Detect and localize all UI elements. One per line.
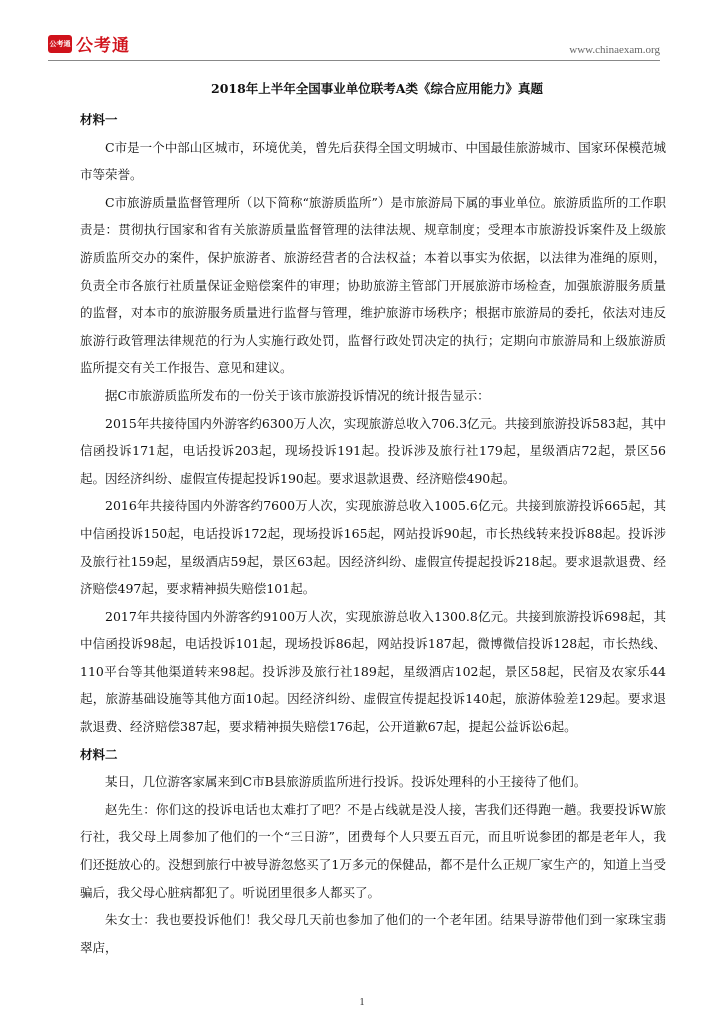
paragraph: 2017年共接待国内外游客约9100万人次，实现旅游总收入1300.8亿元。共接到旅游投诉698起，其中信函投诉98起，电话投诉101起，现场投诉86起，网站投诉187起，微博微信投诉128起，市长热线、110平台等其他渠道转来98起。投诉涉及旅行社189起，星级酒店102起，景区58起，民宿及农家乐44起，旅游基础设施等其他方面10起。因经济纠纷、虚假宣传提起投诉140起，旅游体验差129起。要求退款退费、经济赔偿387起，要求精神损失赔偿176起，公开道歉67起，提起公益诉讼6起。: [80, 608, 666, 735]
header-divider: [48, 60, 660, 61]
paragraph: 据C市旅游质监所发布的一份关于该市旅游投诉情况的统计报告显示：: [105, 387, 490, 403]
logo-badge-icon: 公考通: [48, 35, 72, 53]
paragraph: 某日，几位游客家属来到C市B县旅游质监所进行投诉。投诉处理科的小王接待了他们。: [105, 774, 587, 790]
paragraph: 2015年共接待国内外游客约6300万人次，实现旅游总收入706.3亿元。共接到旅游投诉583起，其中信函投诉171起，电话投诉203起，现场投诉191起。投诉涉及旅行社179起，星级酒店72起，景区56起。因经济纠纷、虚假宣传提起投诉190起。要求退款退费、经济赔偿490起。: [80, 415, 666, 486]
paragraph: 2016年共接待国内外游客约7600万人次，实现旅游总收入1005.6亿元。共接到旅游投诉665起，其中信函投诉150起，电话投诉172起，现场投诉165起，网站投诉90起，市长热线转来投诉88起。投诉涉及旅行社159起，星级酒店59起，景区63起。因经济纠纷、虚假宣传提起投诉218起。要求退款退费、经济赔偿497起，要求精神损失赔偿101起。: [80, 498, 666, 597]
logo-text: 公考通: [76, 36, 130, 56]
paragraph: C市旅游质量监督管理所（以下简称“旅游质监所”）是市旅游局下属的事业单位。旅游质监所的工作职责是：贯彻执行国家和省有关旅游质量监督管理的法律法规、规章制度；受理本市旅游投诉案件及上级旅游质监所交办的案件，保护旅游者、旅游经营者的合法权益；本着以事实为依据，以法律为准绳的原则，负责全市各旅行社质量保证金赔偿案件的审理；协助旅游主管部门开展旅游市场检查，加强旅游服务质量的监督，对本市的旅游服务质量进行监督与管理，维护旅游市场秩序；根据市旅游局的委托，依法对违反旅游行政管理法律规范的行为人实施行政处罚，监督行政处罚决定的执行；定期向市旅游局和上级旅游质监所提交有关工作报告、意见和建议。: [80, 194, 666, 376]
page-number: 1: [359, 997, 365, 1008]
paragraph: 赵先生：你们这的投诉电话也太难打了吧？不是占线就是没人接，害我们还得跑一趟。我要投诉W旅行社，我父母上周参加了他们的一个“三日游”，团费每个人只要五百元，而且听说参团的都是老年人，我们还挺放心的。没想到旅行中被导游忽悠买了1万多元的保健品，都不是什么正规厂家生产的，知道上当受骗后，我父母心脏病都犯了。听说团里很多人都买了。: [80, 801, 666, 900]
paragraph: 朱女士：我也要投诉他们！我父母几天前也参加了他们的一个老年团。结果导游带他们到一家珠宝翡翠店，: [80, 912, 666, 955]
paragraph: C市是一个中部山区城市，环境优美，曾先后获得全国文明城市、中国最佳旅游城市、国家环保模范城市等荣誉。: [80, 139, 666, 183]
document-title: 2018年上半年全国事业单位联考A类《综合应用能力》真题: [211, 81, 543, 96]
page-header: [0, 0, 724, 62]
site-url[interactable]: www.chinaexam.org: [569, 44, 660, 56]
section-heading-material-2: 材料二: [80, 746, 118, 762]
document-body: [80, 72, 666, 961]
brand-logo[interactable]: [48, 31, 130, 56]
section-heading-material-1: 材料一: [80, 112, 118, 127]
